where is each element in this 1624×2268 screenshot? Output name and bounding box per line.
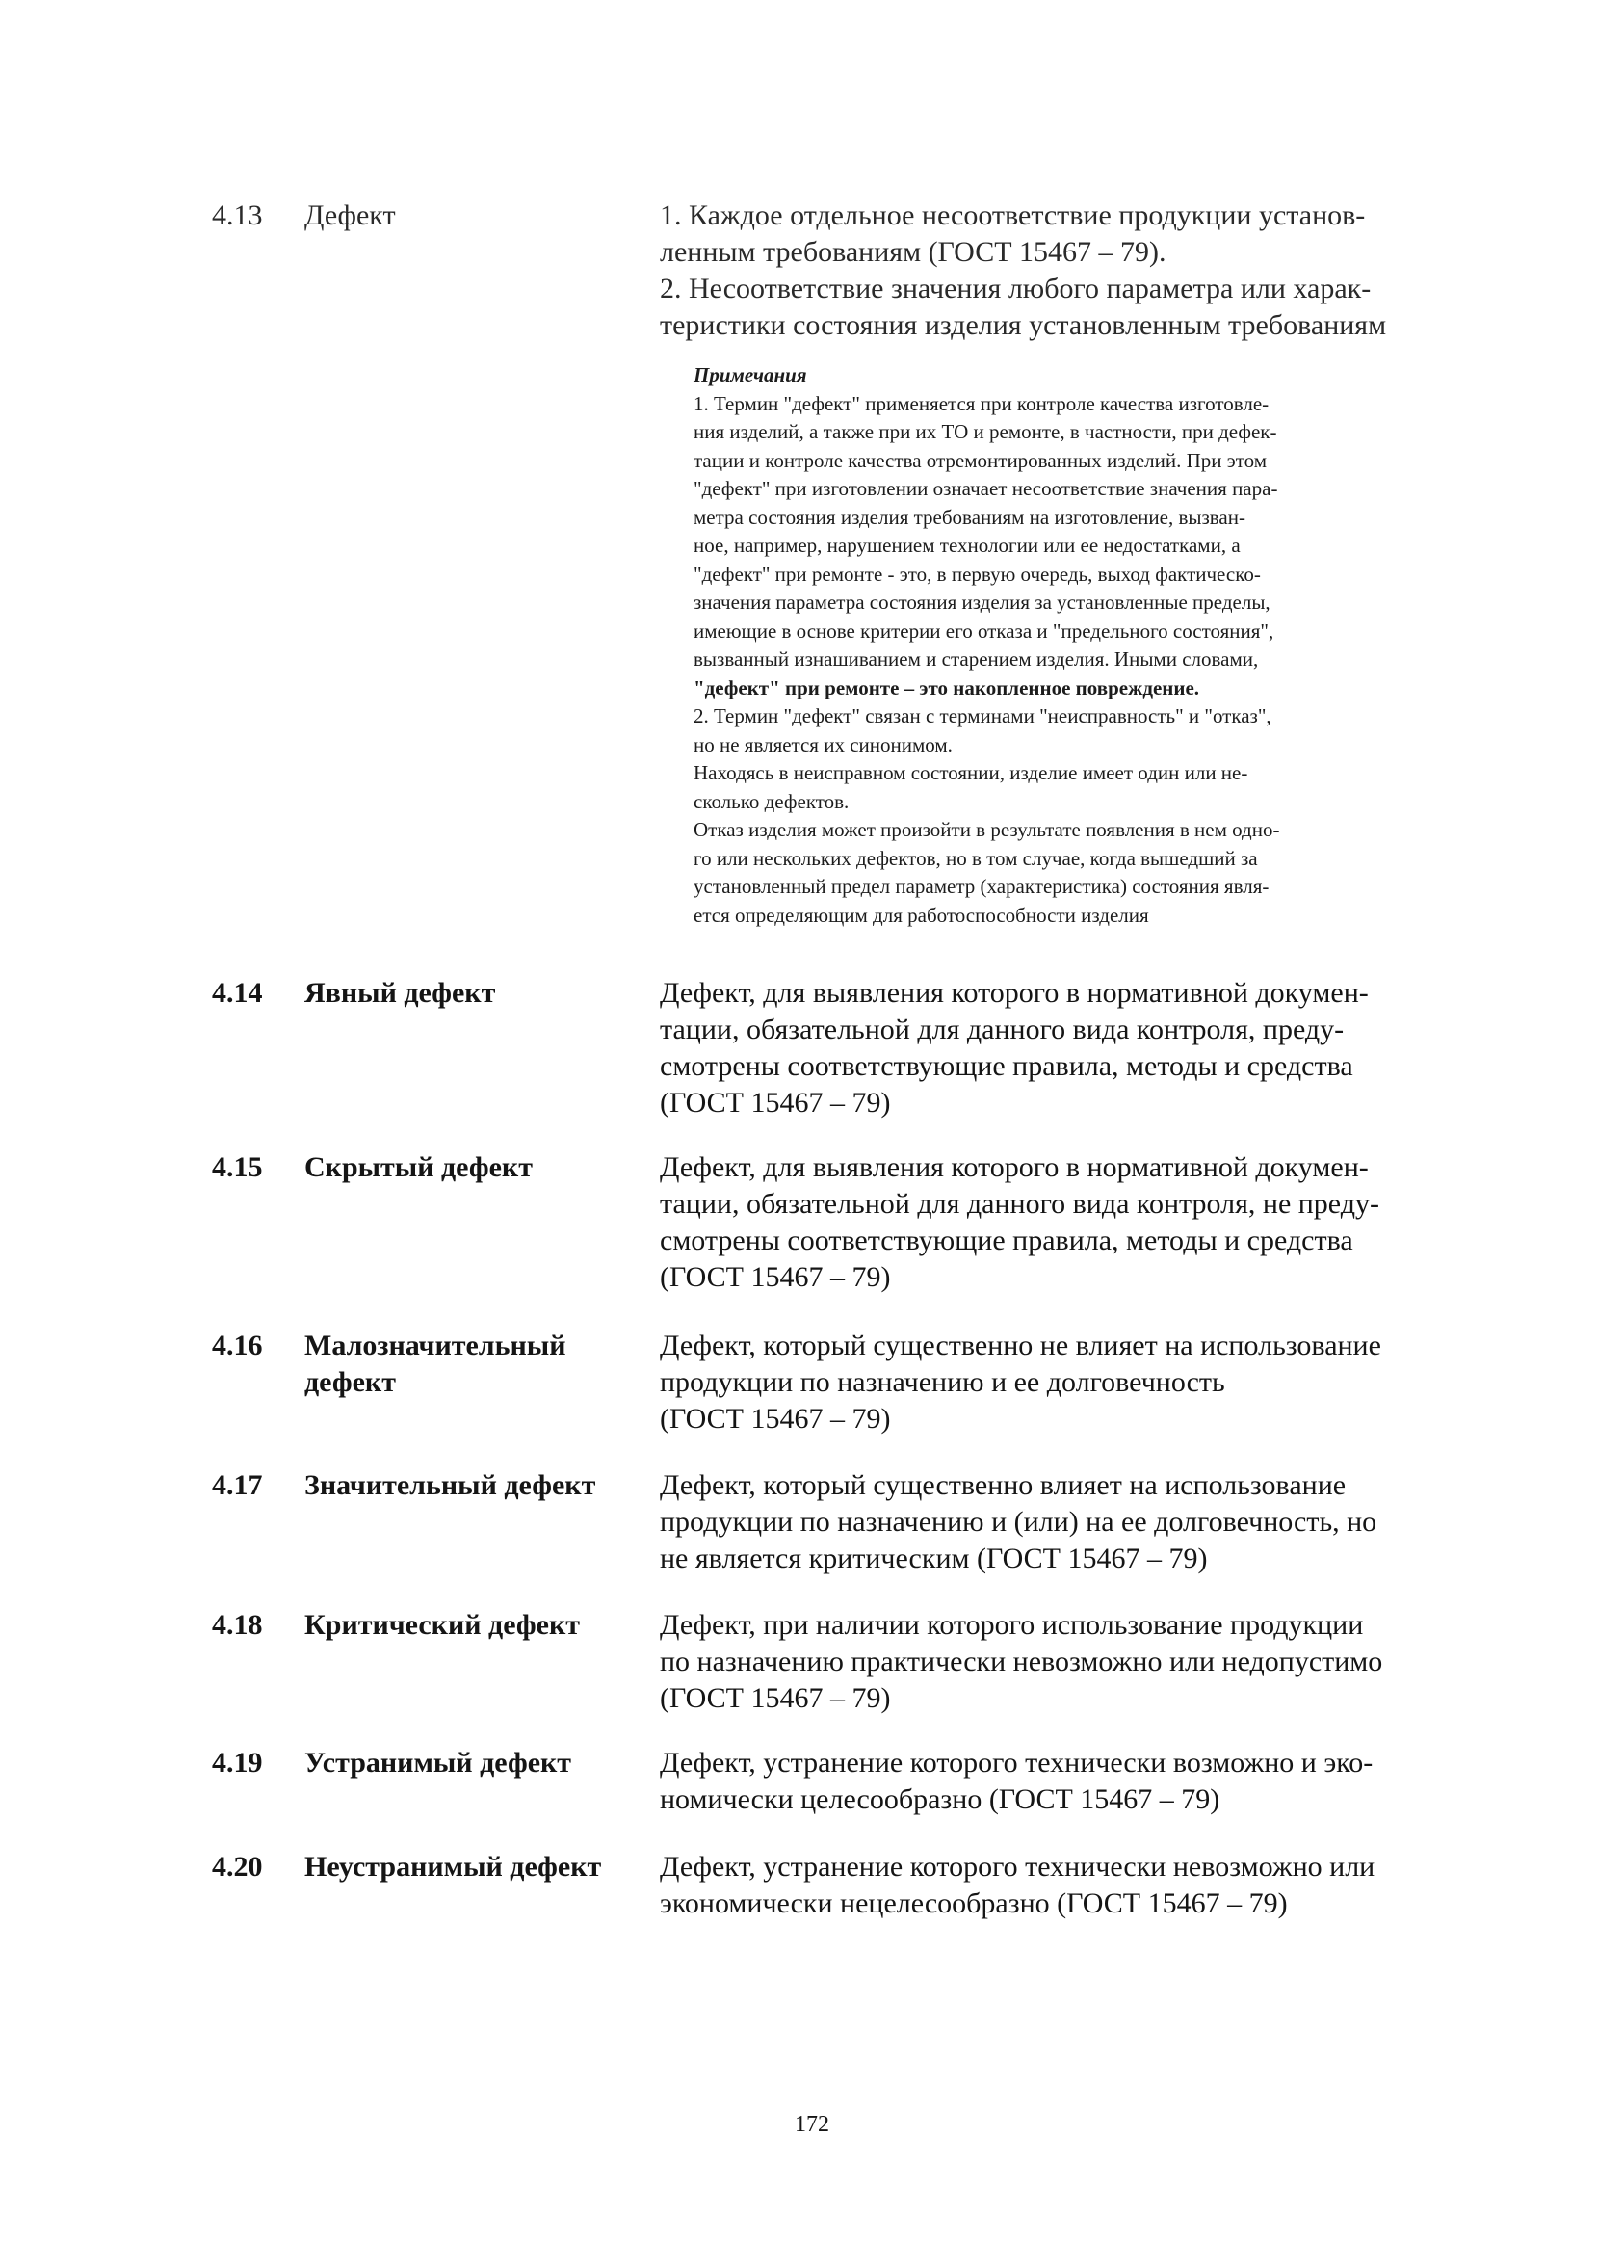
entry-term: Критический дефект — [304, 1609, 580, 1641]
entry-term: Устранимый дефект — [304, 1747, 572, 1779]
entry-term: Явный дефект — [304, 977, 496, 1009]
entry-definition — [660, 1607, 1435, 1717]
note-bold-line: "дефект" при ремонте – это накопленное повреждение. — [694, 675, 1200, 699]
definition-line: номически целесообразно (ГОСТ 15467 – 79) — [660, 1783, 1220, 1815]
note-line: "дефект" при ремонте - это, в первую очередь, выход фактическо- — [694, 562, 1261, 586]
note-line: значения параметра состояния изделия за установленные пределы, — [694, 591, 1270, 614]
definition-line: Дефект, для выявления которого в нормативной докумен- — [660, 1151, 1369, 1183]
note-line: вызванный изнашиванием и старением изделия. Иными словами, — [694, 647, 1259, 671]
entry-number: 4.19 — [212, 1747, 263, 1779]
entry-term: Дефект — [304, 199, 396, 231]
entry-number: 4.20 — [212, 1851, 263, 1883]
note-line: ется определяющим для работоспособности изделия — [694, 903, 1149, 927]
page-number: 172 — [795, 2112, 829, 2137]
definition-line: не является критическим (ГОСТ 15467 – 79) — [660, 1543, 1208, 1574]
note-line: имеющие в основе критерии его отказа и "предельного состояния", — [694, 619, 1274, 643]
note-line: метра состояния изделия требованиям на изготовление, вызван- — [694, 505, 1245, 529]
entry-notes — [694, 361, 1435, 930]
definition-line: по назначению практически невозможно или недопустимо — [660, 1646, 1383, 1677]
note-line: ния изделий, а также при их ТО и ремонте, в частности, при дефек- — [694, 420, 1277, 443]
entry-number: 4.15 — [212, 1151, 263, 1183]
definition-line: 1. Каждое отдельное несоответствие продукции установ- — [660, 199, 1366, 231]
entry-definition — [660, 1467, 1435, 1577]
definition-line: продукции по назначению и ее долговечность — [660, 1366, 1225, 1398]
note-line: тации и контроле качества отремонтированных изделий. При этом — [694, 448, 1268, 472]
entry-number: 4.17 — [212, 1469, 263, 1501]
definition-line: Дефект, при наличии которого использование продукции — [660, 1609, 1364, 1641]
definition-line: смотрены соответствующие правила, методы и средства — [660, 1225, 1353, 1256]
entry-term: Малозначительный дефект — [304, 1330, 566, 1398]
entry-definition — [660, 198, 1435, 344]
note-line: "дефект" при изготовлении означает несоответствие значения пара- — [694, 477, 1278, 500]
definition-line: 2. Несоответствие значения любого параметра или харак- — [660, 273, 1372, 304]
definition-line: тации, обязательной для данного вида контроля, преду- — [660, 1014, 1345, 1045]
note-line: 1. Термин "дефект" применяется при контроле качества изготовле- — [694, 391, 1270, 415]
definition-line: (ГОСТ 15467 – 79) — [660, 1403, 891, 1435]
definition-line: (ГОСТ 15467 – 79) — [660, 1682, 891, 1714]
definition-line: Дефект, для выявления которого в нормативной докумен- — [660, 977, 1369, 1009]
entry-term: Значительный дефект — [304, 1469, 596, 1501]
note-line: сколько дефектов. — [694, 789, 850, 813]
entry-definition — [660, 1745, 1435, 1818]
definition-line: (ГОСТ 15467 – 79) — [660, 1087, 891, 1119]
entry-number: 4.16 — [212, 1330, 263, 1361]
note-line: Отказ изделия может произойти в результате появления в нем одно- — [694, 818, 1280, 841]
entry-definition — [660, 1849, 1435, 1922]
definition-line: Дефект, устранение которого технически возможно и эко- — [660, 1747, 1374, 1779]
note-line: установленный предел параметр (характеристика) состояния явля- — [694, 875, 1270, 898]
note-line: Находясь в неисправном состоянии, изделие имеет один или не- — [694, 761, 1248, 784]
entry-definition — [660, 1149, 1435, 1296]
entry-definition — [660, 975, 1435, 1121]
definition-line: экономически нецелесообразно (ГОСТ 15467 – 79) — [660, 1887, 1288, 1919]
definition-line: Дефект, который существенно не влияет на использование — [660, 1330, 1381, 1361]
entry-number: 4.13 — [212, 199, 263, 231]
entry-number: 4.14 — [212, 977, 263, 1009]
definition-line: продукции по назначению и (или) на ее долговечность, но — [660, 1506, 1377, 1538]
entry-term: Скрытый дефект — [304, 1151, 533, 1183]
entry-definition — [660, 1328, 1435, 1437]
note-line: 2. Термин "дефект" связан с терминами "неисправность" и "отказ", — [694, 704, 1271, 727]
note-line: го или нескольких дефектов, но в том случае, когда вышедший за — [694, 846, 1258, 870]
definition-line: теристики состояния изделия установленным требованиям — [660, 309, 1387, 341]
notes-heading: Примечания — [694, 363, 807, 386]
entry-number: 4.18 — [212, 1609, 263, 1641]
entry-term: Неустранимый дефект — [304, 1851, 602, 1883]
definition-line: Дефект, который существенно влияет на использование — [660, 1469, 1347, 1501]
definition-line: Дефект, устранение которого технически невозможно или — [660, 1851, 1375, 1883]
note-line: но не является их синонимом. — [694, 732, 953, 756]
definition-line: ленным требованиям (ГОСТ 15467 – 79). — [660, 236, 1166, 268]
definition-line: (ГОСТ 15467 – 79) — [660, 1261, 891, 1293]
note-line: ное, например, нарушением технологии или ее недостатками, а — [694, 534, 1241, 557]
definition-line: тации, обязательной для данного вида контроля, не преду- — [660, 1188, 1379, 1220]
definition-line: смотрены соответствующие правила, методы и средства — [660, 1050, 1353, 1082]
